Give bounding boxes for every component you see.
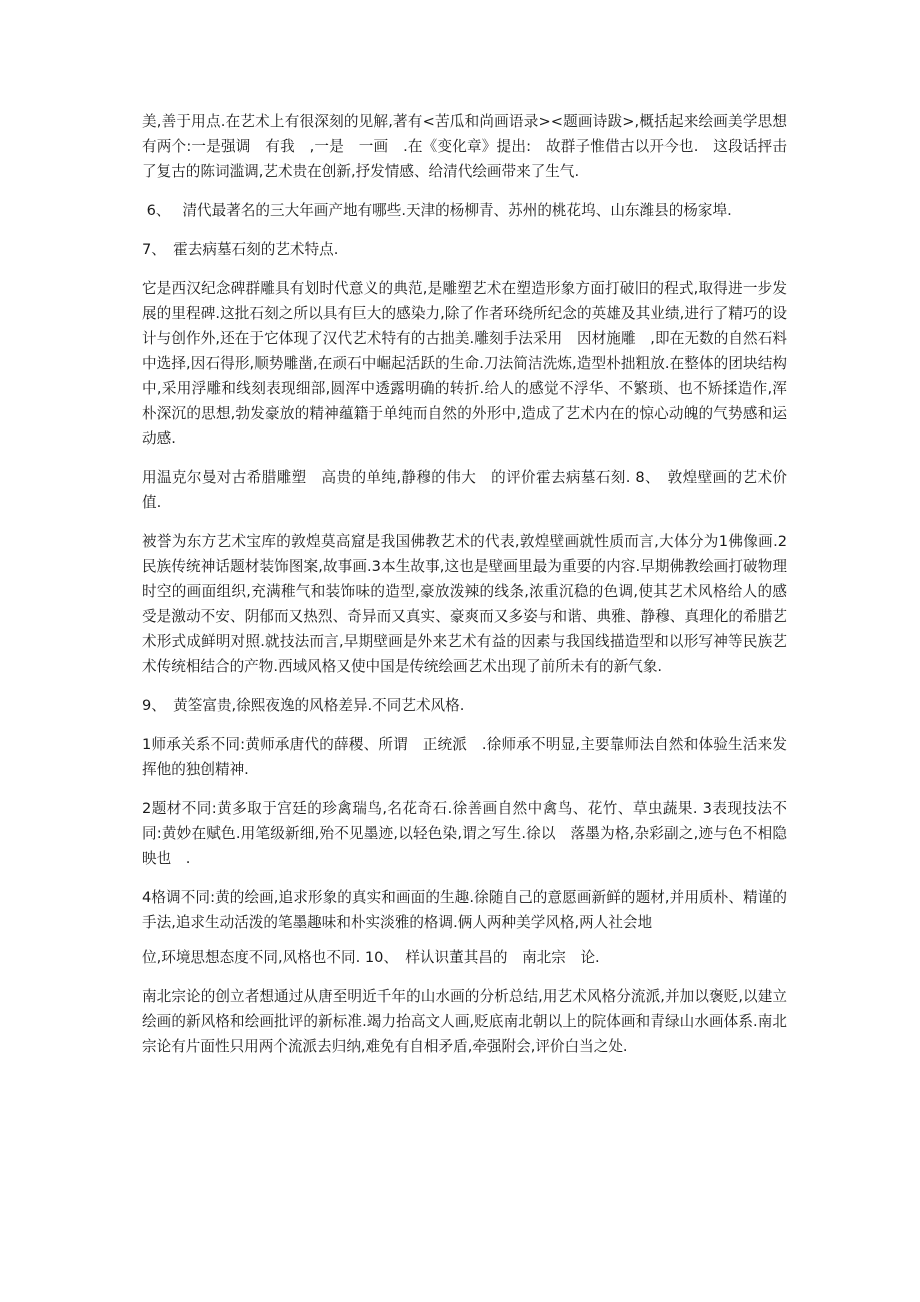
paragraph-dunhuang-murals: 被誉为东方艺术宝库的敦煌莫高窟是我国佛教艺术的代表,敦煌壁画就性质而言,大体分为1佛像画.2民族传统神话题材装饰图案,故事画.3本生故事,这也是壁画里最为重要的内容.早期佛教绘画打破物理时空的画面组织,充满稚气和装饰味的造型,豪放泼辣的线条,浓重沉稳的色调,使其艺术风格给人的感受是激动不安、阴郁而又热烈、奇异而又真实、豪爽而又多姿与和谐、典雅、静穆、真理化的希腊艺术形式成鲜明对照.就技法而言,早期壁画是外来艺术有益的因素与我国线描造型和以形写神等民族艺术传统相结合的产物.西域风格又使中国是传统绘画艺术出现了前所未有的新气象. [142,533,787,675]
paragraph-subject-technique: 2题材不同:黄多取于宫廷的珍禽瑞鸟,名花奇石.徐善画自然中禽鸟、花竹、草虫蔬果. 3表现技法不同:黄妙在赋色.用笔级新细,殆不见墨迹,以轻色染,谓之写生.徐以 落墨为格,杂彩副之,迹与色不相隐映也 . [142,800,787,867]
paragraph-style-difference: 4格调不同:黄的绘画,追求形象的真实和画面的生趣.徐随自己的意愿画新鲜的题材,并用质朴、精谨的手法,追求生动活泼的笔墨趣味和朴实淡雅的格调.俩人两种美学风格,两人社会地 [142,889,787,931]
paragraph-huo-qubing-stone-carving: 它是西汉纪念碑群雕具有划时代意义的典范,是雕塑艺术在塑造形象方面打破旧的程式,取得进一步发展的里程碑.这批石刻之所以具有巨大的感染力,除了作者环绕所纪念的英雄及其业绩,进行了精巧的设计与创作外,还在于它体现了汉代艺术特有的古拙美.雕刻手法采用 因材施雕 ,即在无数的自然石料中选择,因石得形,顺势雕凿,在顽石中崛起活跃的生命.刀法简洁洗炼,造型朴拙粗放.在整体的团块结构中,采用浮雕和线刻表现细部,圆浑中透露明确的转折.给人的感觉不浮华、不繁琐、也不矫揉造作,浑朴深沉的思想,勃发豪放的精神蕴籍于单纯而自然的外形中,造成了艺术内在的惊心动魄的气势感和运动感. [142,280,787,447]
paragraph-north-south-school: 南北宗论的创立者想通过从唐至明近千年的山水画的分析总结,用艺术风格分流派,并加以褒贬,以建立绘画的新风格和绘画批评的新标准.竭力抬高文人画,贬底南北朝以上的院体画和青绿山水画体系.南北宗论有片面性只用两个流派去归纳,难免有自相矛盾,牵强附会,评价白当之处. [142,988,787,1055]
heading-q7-huo-qubing-tomb: 7、 霍去病墓石刻的艺术特点. [142,241,339,258]
paragraph-winckelmann-q8-dunhuang: 用温克尔曼对古希腊雕塑 高贵的单纯,静穆的伟大 的评价霍去病墓石刻. 8、 敦煌壁画的艺术价值. [142,469,787,511]
paragraph-shitao-aesthetics: 美,善于用点.在艺术上有很深刻的见解,著有<苦瓜和尚画语录><题画诗跋>,概括起来绘画美学思想有两个:一是强调 有我 ,一是 一画 .在《变化章》提出: 故群子惟借古以开今也. 这段话抨击了复古的陈词滥调,艺术贵在创新,抒发情感、给清代绘画带来了生气. [142,113,787,180]
heading-q9-huang-xu-styles: 9、 黄筌富贵,徐熙夜逸的风格差异.不同艺术风格. [142,697,465,714]
paragraph-q6-new-year-paintings: 6、 清代最著名的三大年画产地有哪些.天津的杨柳青、苏州的桃花坞、山东潍县的杨家埠. [142,202,732,219]
document-body [142,109,787,1073]
paragraph-q10-dong-qichang: 位,环境思想态度不同,风格也不同. 10、 样认识董其昌的 南北宗 论. [142,949,600,966]
paragraph-teacher-lineage: 1师承关系不同:黄师承唐代的薛稷、所谓 正统派 .徐师承不明显,主要靠师法自然和体验生活来发挥他的独创精神. [142,736,787,778]
